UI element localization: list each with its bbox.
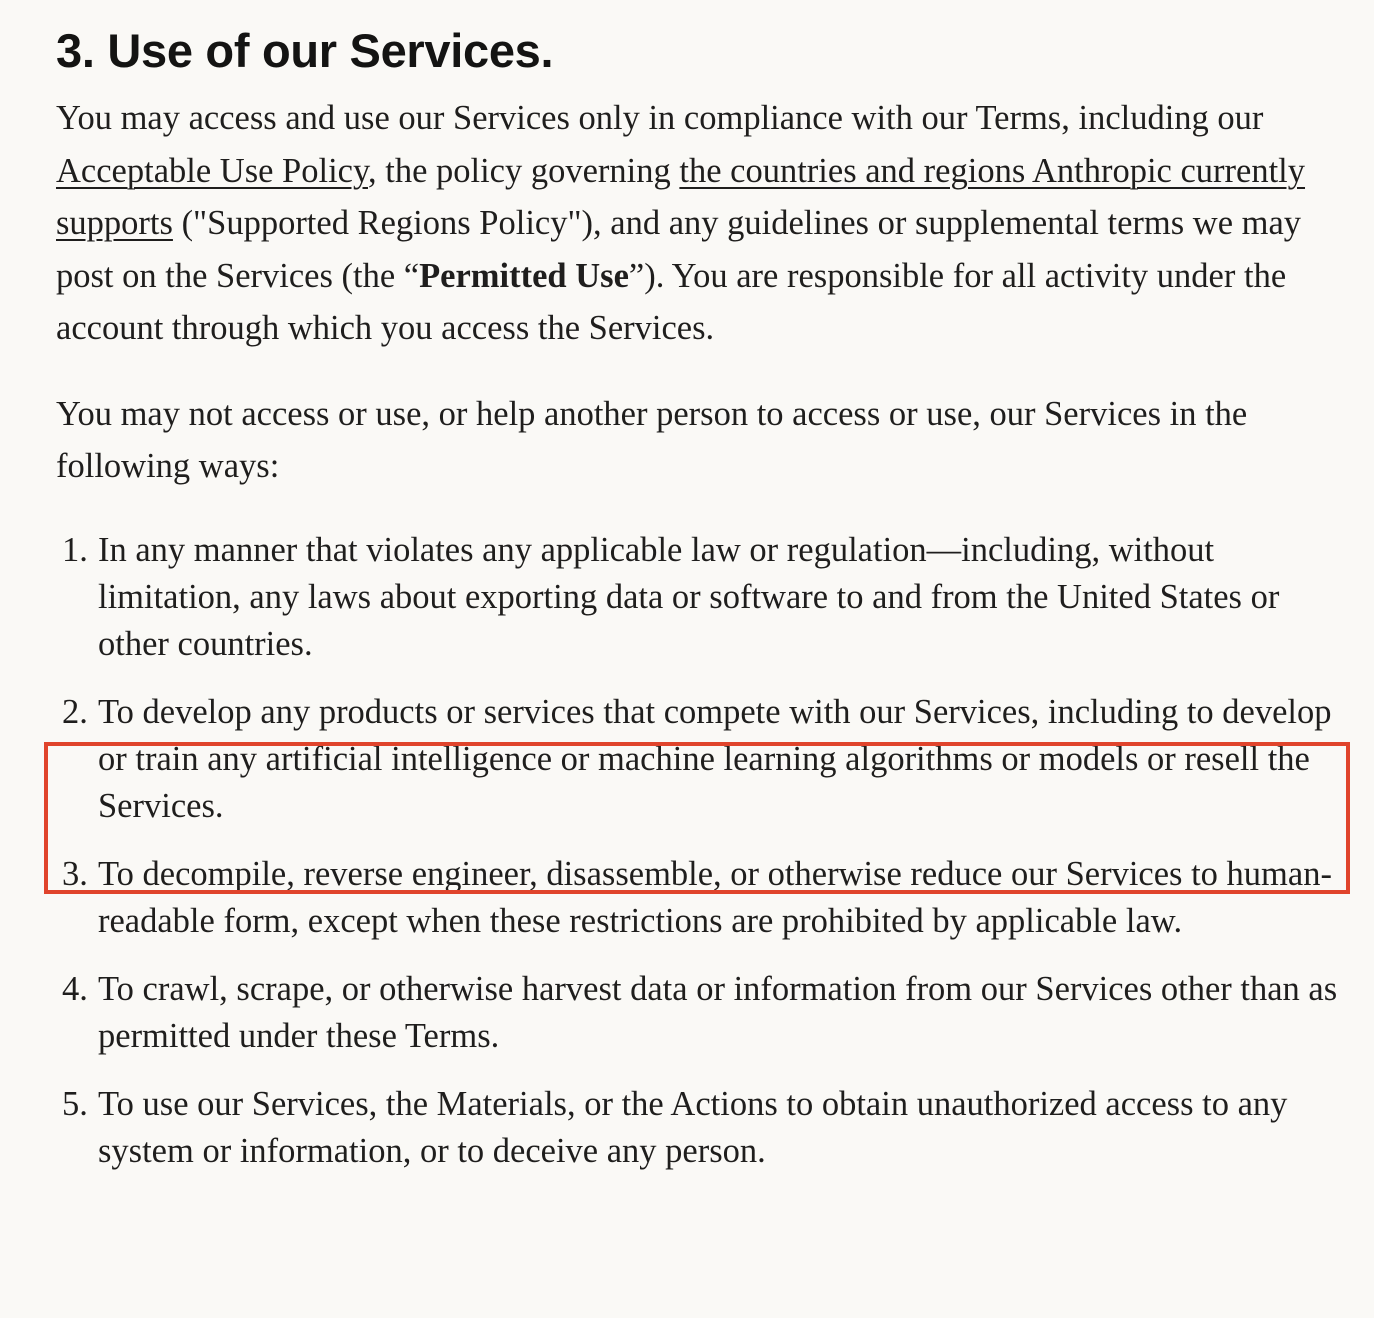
terms-section (56, 20, 1346, 1196)
paragraph-text: You may access and use our Services only in compliance with our Terms, including our (56, 99, 1264, 137)
list-item-text: To develop any products or services that compete with our Services, including to develop or train any artificial intelligence or machine learning algorithms or models or resell the Services. (98, 692, 1332, 825)
list-item-number: 3. (62, 854, 88, 893)
list-item-number: 5. (62, 1084, 88, 1123)
list-item (56, 527, 1346, 668)
restrictions-intro-paragraph: You may not access or use, or help another person to access or use, our Services in the following ways: (56, 394, 1248, 485)
paragraph-text: ("Supported Regions Policy"), and any guidelines or supplemental terms we may post on the Services (the “ (56, 204, 1302, 295)
supported-regions-link[interactable]: the countries and regions Anthropic currently supports (56, 151, 1306, 242)
list-item-text: To use our Services, the Materials, or the Actions to obtain unauthorized access to any system or information, or to deceive any person. (98, 1084, 1288, 1170)
section-heading: 3. Use of our Services. (56, 24, 554, 77)
list-item (56, 1081, 1346, 1175)
list-item-number: 2. (62, 692, 88, 731)
list-item-text: In any manner that violates any applicable law or regulation—including, without limitation, any laws about exporting data or software to and from the United States or other countries. (98, 530, 1280, 663)
list-item-number: 1. (62, 530, 88, 569)
paragraph-text: , the policy governing (367, 151, 680, 190)
list-item-number: 4. (62, 969, 88, 1008)
list-item (56, 966, 1346, 1060)
acceptable-use-policy-link[interactable]: Acceptable Use Policy (56, 151, 368, 190)
permitted-use-term: Permitted Use (419, 256, 629, 295)
list-item-text: To decompile, reverse engineer, disassemble, or otherwise reduce our Services to human-readable form, except when these restrictions are prohibited by applicable law. (98, 854, 1332, 940)
paragraph-text: ”). You are responsible for all activity under the account through which you access the Services. (56, 256, 1287, 347)
highlight-annotation-box (44, 742, 1350, 894)
list-item-text: To crawl, scrape, or otherwise harvest data or information from our Services other than as permitted under these Terms. (98, 969, 1338, 1055)
permitted-use-paragraph (56, 92, 1346, 355)
